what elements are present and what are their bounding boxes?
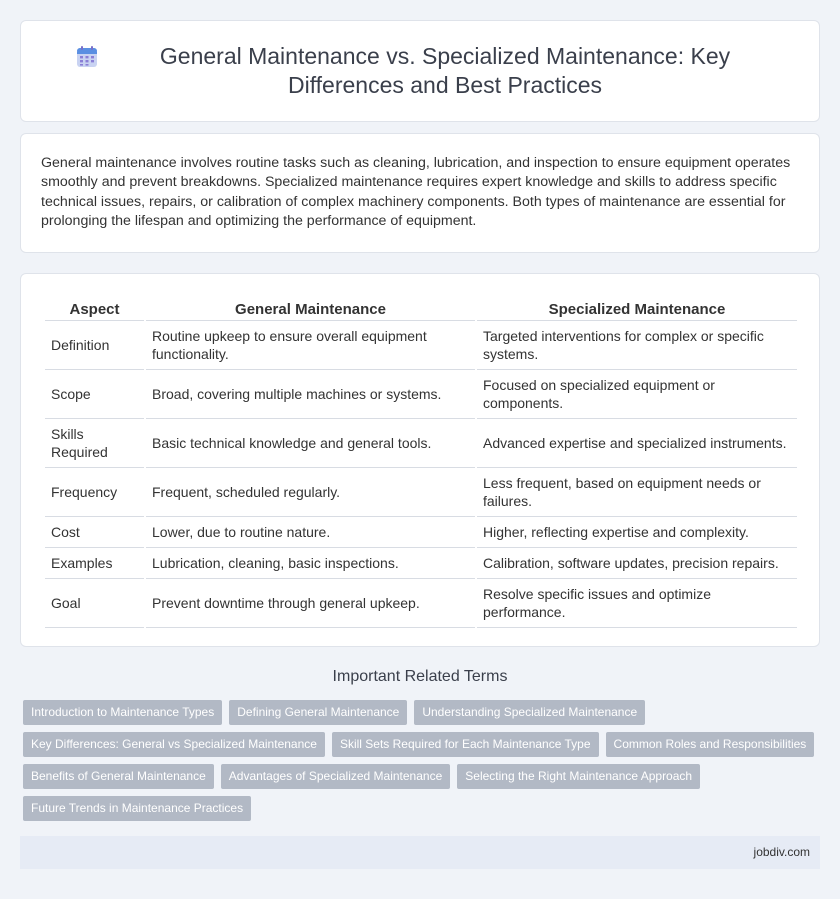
aspect-cell: Scope <box>45 370 144 419</box>
table-row <box>45 419 797 468</box>
specialized-cell: Advanced expertise and specialized instruments. <box>477 419 797 468</box>
general-cell: Routine upkeep to ensure overall equipment functionality. <box>146 321 475 370</box>
specialized-cell: Calibration, software updates, precision repairs. <box>477 548 797 579</box>
aspect-cell: Frequency <box>45 468 144 517</box>
footer <box>20 836 820 869</box>
aspect-cell: Examples <box>45 548 144 579</box>
related-term-tag[interactable]: Selecting the Right Maintenance Approach <box>457 764 700 789</box>
comparison-table <box>43 294 799 628</box>
specialized-cell: Focused on specialized equipment or components. <box>477 370 797 419</box>
related-term-tag[interactable]: Future Trends in Maintenance Practices <box>23 796 251 821</box>
related-term-tag[interactable]: Defining General Maintenance <box>229 700 407 725</box>
specialized-cell: Less frequent, based on equipment needs or failures. <box>477 468 797 517</box>
related-term-tag[interactable]: Skill Sets Required for Each Maintenance Type <box>332 732 599 757</box>
footer-site-link[interactable]: jobdiv.com <box>753 845 810 859</box>
header-general: General Maintenance <box>146 294 475 321</box>
header <box>75 42 765 100</box>
header-aspect: Aspect <box>45 294 144 321</box>
related-terms-list <box>23 700 823 828</box>
table-row <box>45 468 797 517</box>
related-term-tag[interactable]: Key Differences: General vs Specialized Maintenance <box>23 732 325 757</box>
aspect-cell: Skills Required <box>45 419 144 468</box>
general-cell: Lower, due to routine nature. <box>146 517 475 548</box>
specialized-cell: Higher, reflecting expertise and complexity. <box>477 517 797 548</box>
table-row <box>45 321 797 370</box>
specialized-cell: Resolve specific issues and optimize performance. <box>477 579 797 628</box>
related-term-tag[interactable]: Benefits of General Maintenance <box>23 764 214 789</box>
specialized-cell: Targeted interventions for complex or specific systems. <box>477 321 797 370</box>
aspect-cell: Definition <box>45 321 144 370</box>
related-term-tag[interactable]: Introduction to Maintenance Types <box>23 700 222 725</box>
header-specialized: Specialized Maintenance <box>477 294 797 321</box>
general-cell: Basic technical knowledge and general tools. <box>146 419 475 468</box>
general-cell: Frequent, scheduled regularly. <box>146 468 475 517</box>
intro-card <box>20 133 820 253</box>
general-cell: Lubrication, cleaning, basic inspections. <box>146 548 475 579</box>
aspect-cell: Cost <box>45 517 144 548</box>
related-term-tag[interactable]: Advantages of Specialized Maintenance <box>221 764 450 789</box>
table-row <box>45 517 797 548</box>
table-row <box>45 370 797 419</box>
table-row <box>45 548 797 579</box>
table-header-row <box>45 294 797 321</box>
related-term-tag[interactable]: Understanding Specialized Maintenance <box>414 700 645 725</box>
calendar-icon <box>75 45 99 69</box>
comparison-card <box>20 273 820 647</box>
header-card <box>20 20 820 122</box>
intro-text: General maintenance involves routine tasks such as cleaning, lubrication, and inspection to ensure equipment operates smoothly and prevent breakdowns. Specialized maintenance requires expert knowledge and skills to address specific technical issues, repairs, or calibration of complex machinery components. Both types of maintenance are essential for prolonging the lifespan and optimizing the performance of equipment. <box>41 155 791 229</box>
aspect-cell: Goal <box>45 579 144 628</box>
page-title: General Maintenance vs. Specialized Maintenance: Key Differences and Best Practices <box>159 43 731 98</box>
related-terms-title: Important Related Terms <box>332 668 508 685</box>
general-cell: Broad, covering multiple machines or systems. <box>146 370 475 419</box>
related-term-tag[interactable]: Common Roles and Responsibilities <box>606 732 815 757</box>
table-row <box>45 579 797 628</box>
general-cell: Prevent downtime through general upkeep. <box>146 579 475 628</box>
